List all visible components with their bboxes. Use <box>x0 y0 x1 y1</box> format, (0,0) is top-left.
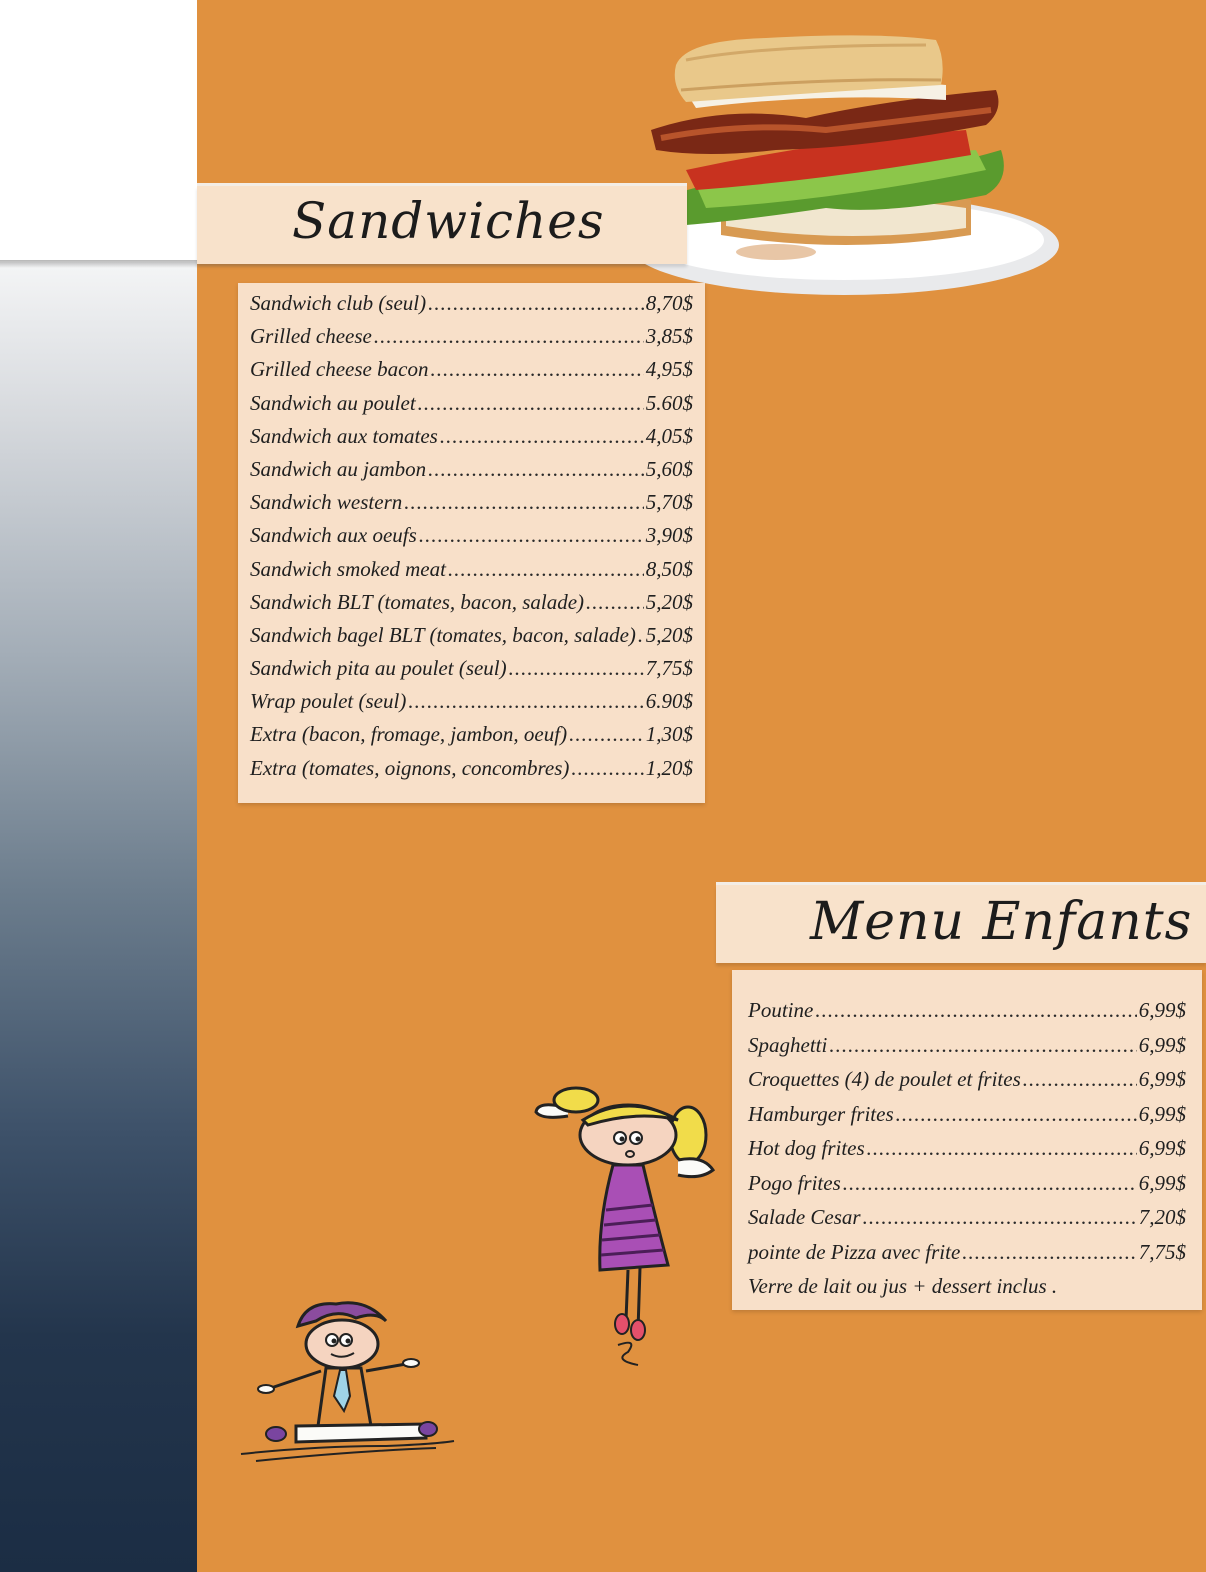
menu-item: Sandwich BLT (tomates, bacon, salade) ..... 5,20$ <box>250 590 693 623</box>
menu-item: Extra (tomates, oignons, concombres) ..... 1,20$ <box>250 756 693 789</box>
menu-item: Sandwich au poulet ..... 5.60$ <box>250 391 693 424</box>
menu-item: Grilled cheese bacon ..... 4,95$ <box>250 357 693 390</box>
sandwich-photo <box>626 30 1066 300</box>
menu-item: Sandwich club (seul) ..... 8,70$ <box>250 291 693 324</box>
menu-item: Sandwich smoked meat ..... 8,50$ <box>250 557 693 590</box>
menu-item: Sandwich aux oeufs ..... 3,90$ <box>250 523 693 556</box>
sandwiches-title: Sandwiches <box>292 192 605 250</box>
menu-item: Salade Cesar ..... 7,20$ <box>748 1205 1186 1240</box>
left-strip-top <box>0 0 197 262</box>
menu-item: Sandwich aux tomates ..... 4,05$ <box>250 424 693 457</box>
menu-item: Sandwich pita au poulet (seul) ..... 7,75$ <box>250 656 693 689</box>
menu-item: Sandwich western ..... 5,70$ <box>250 490 693 523</box>
girl-drawing <box>528 1080 728 1370</box>
boy-drawing <box>236 1296 466 1466</box>
menu-item: Hamburger frites ..... 6,99$ <box>748 1102 1186 1137</box>
menu-item: Poutine ..... 6,99$ <box>748 998 1186 1033</box>
menu-item: Sandwich bagel BLT (tomates, bacon, salade) ..... 5,20$ <box>250 623 693 656</box>
enfants-title: Menu Enfants <box>810 892 1193 952</box>
enfants-menu <box>732 970 1202 1310</box>
menu-item: Pogo frites ..... 6,99$ <box>748 1171 1186 1206</box>
menu-item: Croquettes (4) de poulet et frites ..... 6,99$ <box>748 1067 1186 1102</box>
menu-item: Spaghetti ..... 6,99$ <box>748 1033 1186 1068</box>
sandwiches-menu <box>238 283 705 803</box>
menu-item: Grilled cheese ..... 3,85$ <box>250 324 693 357</box>
menu-item: Sandwich au jambon ..... 5,60$ <box>250 457 693 490</box>
menu-item: pointe de Pizza avec frite ..... 7,75$ <box>748 1240 1186 1275</box>
menu-item: Hot dog frites ..... 6,99$ <box>748 1136 1186 1171</box>
menu-item: Extra (bacon, fromage, jambon, oeuf) ..... 1,30$ <box>250 722 693 755</box>
menu-note: Verre de lait ou jus + dessert inclus . <box>748 1274 1058 1298</box>
left-gradient-strip <box>0 262 197 1572</box>
menu-item: Wrap poulet (seul) ..... 6.90$ <box>250 689 693 722</box>
